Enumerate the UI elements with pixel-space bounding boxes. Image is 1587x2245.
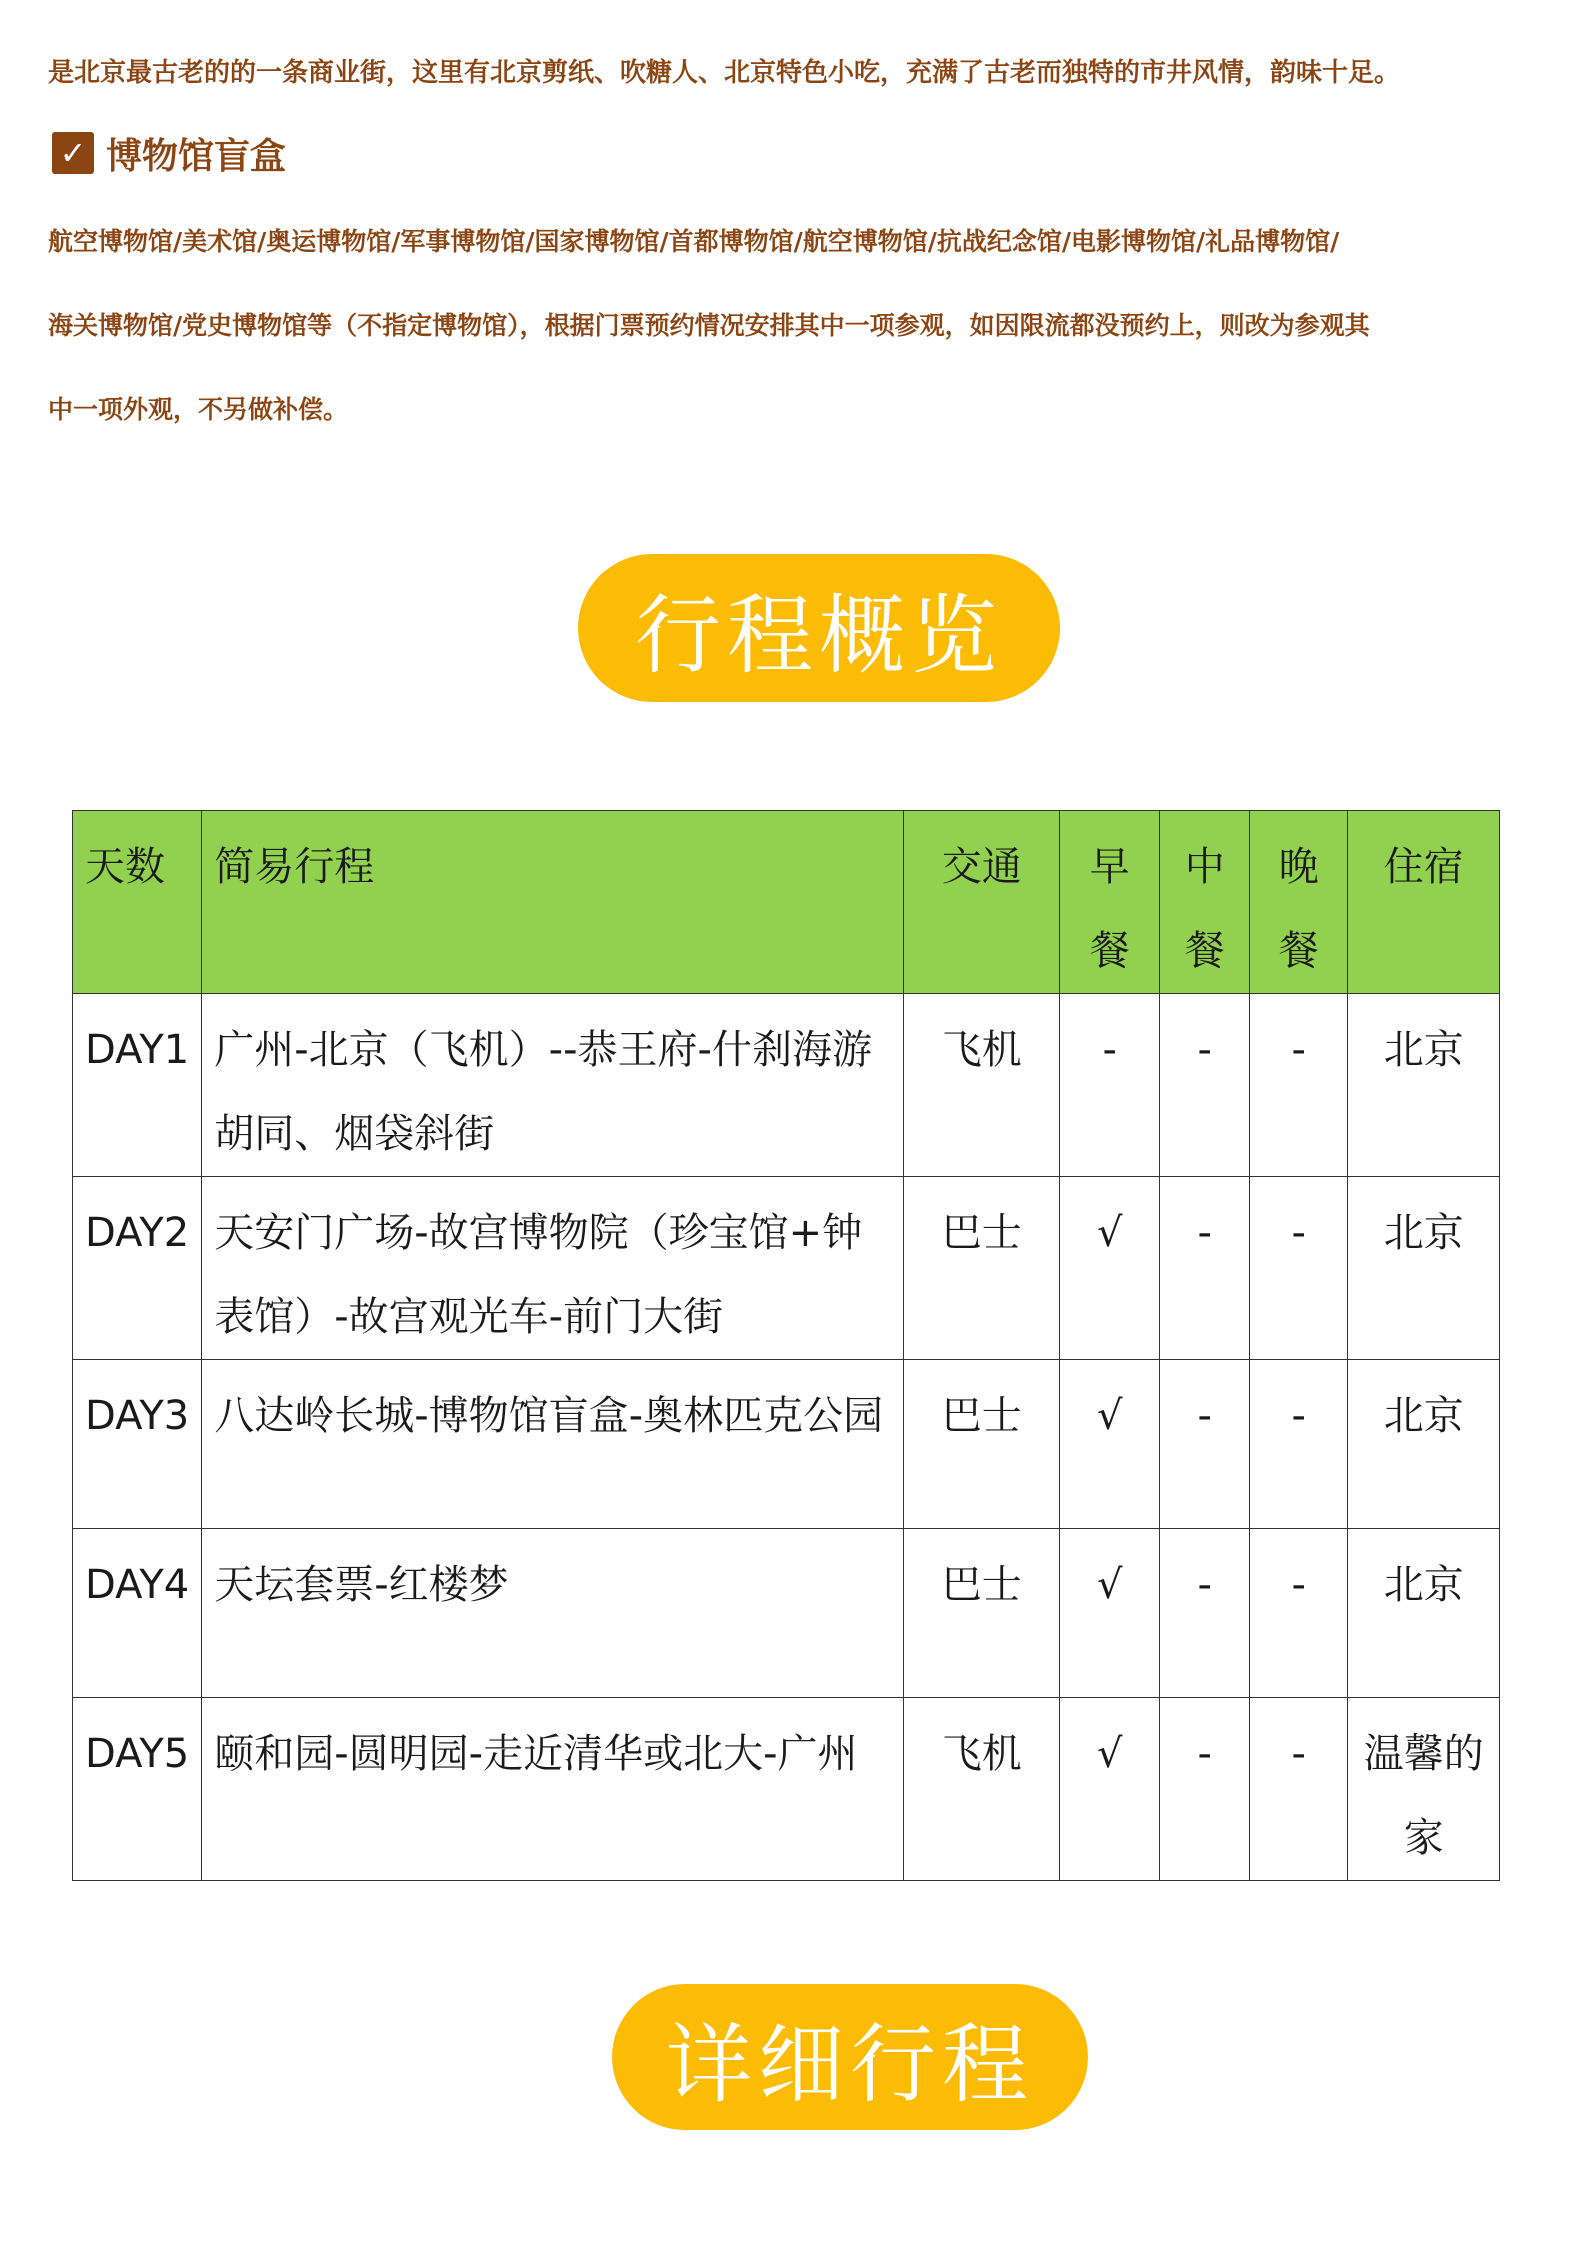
intro-text: 是北京最古老的的一条商业街，这里有北京剪纸、吹糖人、北京特色小吃，充满了古老而独特的市井风情，韵味十足。	[48, 58, 1401, 88]
cell-transport: 飞机	[904, 994, 1060, 1177]
table-row	[73, 994, 1500, 1177]
cell-dinner: -	[1250, 994, 1348, 1177]
blind-box-heading	[52, 130, 286, 176]
cell-breakfast: √	[1060, 1177, 1160, 1360]
overview-title: 行程概览	[635, 586, 1003, 686]
cell-route: 八达岭长城-博物馆盲盒-奥林匹克公园	[202, 1360, 904, 1529]
cell-dinner: -	[1250, 1529, 1348, 1698]
header-transport: 交通	[904, 811, 1060, 994]
detail-title-banner	[612, 1984, 1088, 2130]
cell-day: DAY5	[73, 1698, 202, 1881]
overview-title-banner	[578, 554, 1060, 702]
cell-transport: 巴士	[904, 1529, 1060, 1698]
header-days: 天数	[73, 811, 202, 994]
cell-transport: 飞机	[904, 1698, 1060, 1881]
cell-route: 颐和园-圆明园-走近清华或北大-广州	[202, 1698, 904, 1881]
table-row	[73, 1360, 1500, 1529]
cell-dinner: -	[1250, 1698, 1348, 1881]
cell-breakfast: √	[1060, 1698, 1160, 1881]
cell-route: 天坛套票-红楼梦	[202, 1529, 904, 1698]
cell-transport: 巴士	[904, 1360, 1060, 1529]
cell-hotel: 北京	[1348, 994, 1500, 1177]
table-row	[73, 1177, 1500, 1360]
cell-day: DAY2	[73, 1177, 202, 1360]
cell-day: DAY4	[73, 1529, 202, 1698]
cell-hotel: 北京	[1348, 1529, 1500, 1698]
cell-transport: 巴士	[904, 1177, 1060, 1360]
header-breakfast: 早餐	[1060, 811, 1160, 994]
header-hotel: 住宿	[1348, 811, 1500, 994]
cell-day: DAY3	[73, 1360, 202, 1529]
cell-route: 天安门广场-故宫博物院（珍宝馆+钟表馆）-故宫观光车-前门大街	[202, 1177, 904, 1360]
cell-breakfast: √	[1060, 1529, 1160, 1698]
museum-list-line: 航空博物馆/美术馆/奥运博物馆/军事博物馆/国家博物馆/首都博物馆/航空博物馆/抗战纪念馆/电影博物馆/礼品博物馆/	[48, 227, 1340, 256]
header-route: 简易行程	[202, 811, 904, 994]
cell-hotel: 北京	[1348, 1177, 1500, 1360]
cell-route: 广州-北京（飞机）--恭王府-什刹海游胡同、烟袋斜街	[202, 994, 904, 1177]
cell-lunch: -	[1160, 994, 1250, 1177]
checkbox-checked-icon: ✓	[52, 132, 94, 174]
museum-list-line: 中一项外观，不另做补偿。	[48, 395, 349, 424]
table-header-row	[73, 811, 1500, 994]
cell-lunch: -	[1160, 1360, 1250, 1529]
museum-list-line: 海关博物馆/党史博物馆等（不指定博物馆），根据门票预约情况安排其中一项参观，如因限流都没预约上，则改为参观其	[48, 311, 1370, 340]
cell-lunch: -	[1160, 1529, 1250, 1698]
cell-hotel: 温馨的家	[1348, 1698, 1500, 1881]
cell-day: DAY1	[73, 994, 202, 1177]
cell-hotel: 北京	[1348, 1360, 1500, 1529]
cell-lunch: -	[1160, 1698, 1250, 1881]
header-lunch: 中餐	[1160, 811, 1250, 994]
table-row	[73, 1529, 1500, 1698]
cell-breakfast: √	[1060, 1360, 1160, 1529]
detail-title: 详细行程	[666, 2015, 1034, 2115]
blind-box-title: 博物馆盲盒	[106, 135, 287, 177]
table-row	[73, 1698, 1500, 1881]
cell-dinner: -	[1250, 1177, 1348, 1360]
header-dinner: 晚餐	[1250, 811, 1348, 994]
itinerary-table	[72, 810, 1500, 1881]
cell-dinner: -	[1250, 1360, 1348, 1529]
cell-breakfast: -	[1060, 994, 1160, 1177]
cell-lunch: -	[1160, 1177, 1250, 1360]
